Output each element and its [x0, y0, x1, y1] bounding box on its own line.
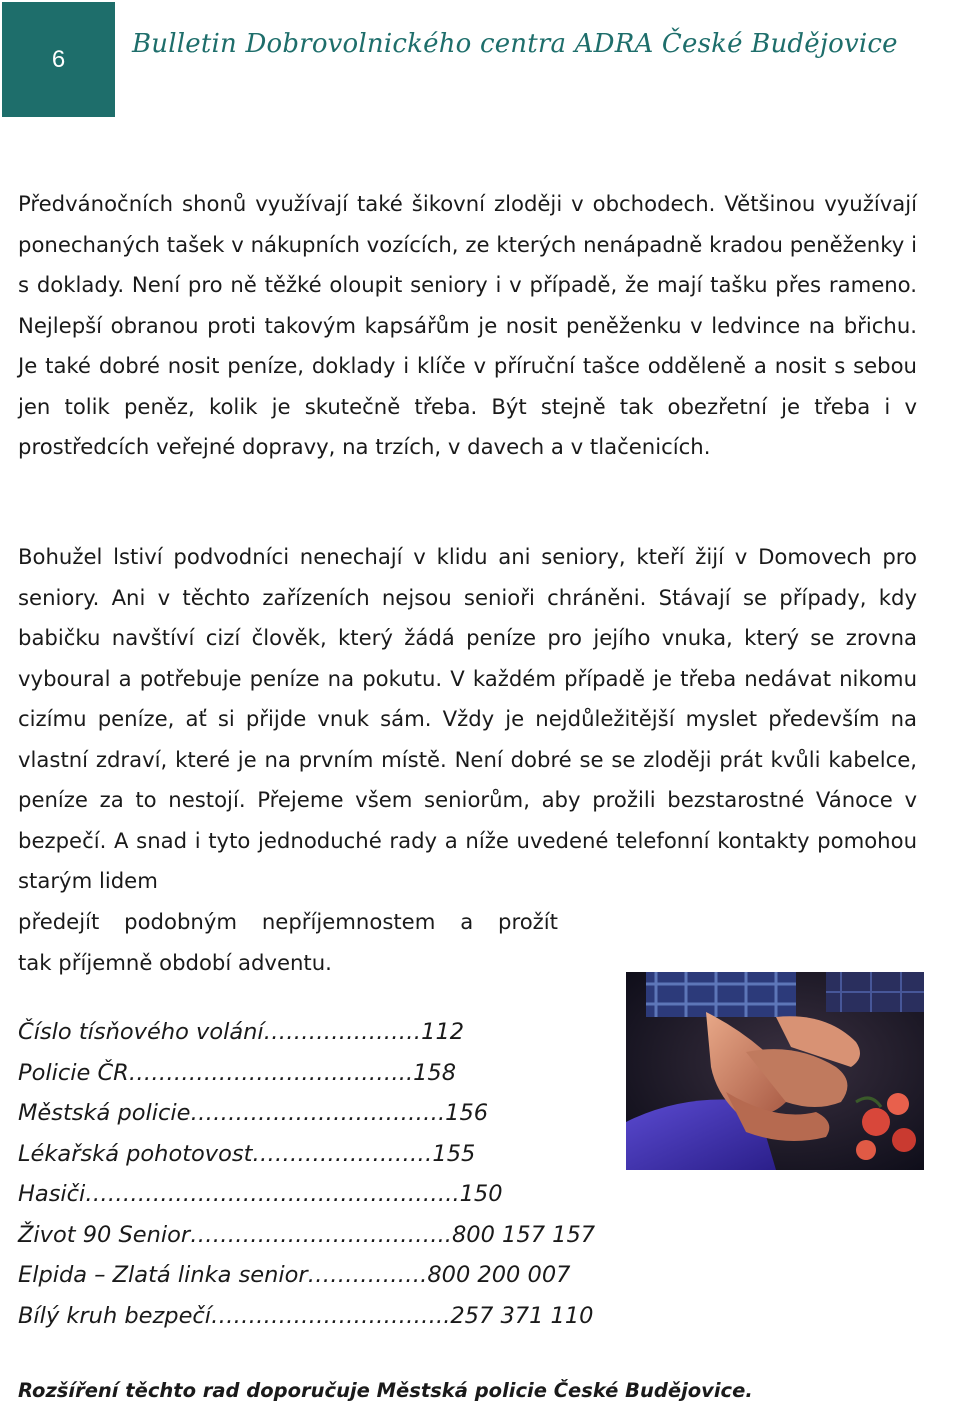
hands-holding-photo — [626, 972, 924, 1170]
emergency-contacts-list — [18, 1012, 595, 1336]
bulletin-title: Bulletin Dobrovolnického centra ADRA České Budějovice — [132, 29, 898, 59]
page-number-badge — [2, 2, 115, 117]
footer-recommendation: Rozšíření těchto rad doporučuje Městská policie České Budějovice. — [18, 1379, 753, 1402]
contact-item: Číslo tísňového volání…………………112 — [18, 1019, 465, 1045]
contact-item: Policie ČR………………………………..158 — [18, 1059, 457, 1086]
article-paragraph-1: Předvánočních shonů využívají také šikovní zloději v obchodech. Většinou využívají ponechaných tašek v nákupních vozících, ze kterých nenápadně kradou peněženky i s doklady. Není pro ně těžké oloupit seniory i v případě, že mají tašku přes rameno. Nejlepší obranou proti takovým kapsářům je nosit peněženku v ledvince na břichu. Je také dobré nosit peníze, doklady i klíče v příruční tašce odděleně a nosit s sebou jen tolik peněz, kolik je skutečně třeba. Být stejně tak obezřetní je třeba i v prostředcích veřejné dopravy, na trzích, v davech a v tlačenicích. — [18, 191, 917, 459]
contact-item: Elpida – Zlatá linka senior…………….800 200 007 — [18, 1262, 571, 1288]
contact-item: Hasiči…………………………………………..150 — [18, 1181, 503, 1207]
contact-item: Lékařská pohotovost……………………155 — [18, 1140, 476, 1167]
contact-item: Život 90 Senior……………………………..800 157 157 — [18, 1221, 596, 1248]
article-paragraph-2: Bohužel lstiví podvodníci nenechají v klidu ani seniory, kteří žijí v Domovech pro seniory. Ani v těchto zařízeních nejsou senioři chráněni. Stávají se případy, kdy babičku navštíví cizí člověk, který žádá peníze pro jejího vnuka, který se zrovna vyboural a potřebuje peníze na pokutu. V každém případě je třeba nedávat nikomu cizímu peníze, ať si přijde vnuk sám. Vždy je nejdůležitější myslet především na vlastní zdraví, které je na prvním místě. Není dobré se se zloději prát kvůli kabelce, peníze za to nestojí. Přejeme všem seniorům, aby prožili bezstarostné Vánoce v bezpečí. A snad i tyto jednoduché rady a níže uvedené telefonní kontakty pomohou starým lidem — [18, 544, 917, 893]
article-paragraph-2-end: tak příjemně období adventu. — [18, 950, 332, 975]
page-number: 6 — [51, 45, 66, 73]
contact-item: Městská policie…………………………….156 — [18, 1100, 489, 1126]
contact-item: Bílý kruh bezpečí…………………………..257 371 110 — [18, 1302, 594, 1329]
article-paragraph-2-continuation: předejít podobným nepříjemnostem a prožít — [18, 909, 558, 934]
